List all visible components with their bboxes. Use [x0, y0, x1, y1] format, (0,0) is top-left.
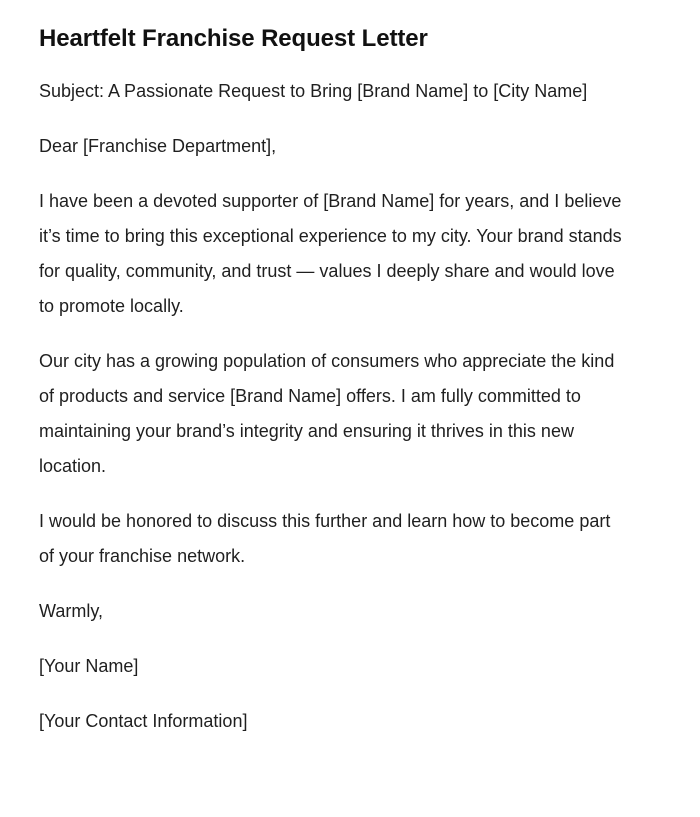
signature-contact: [Your Contact Information] — [39, 711, 248, 731]
signature-name: [Your Name] — [39, 656, 139, 676]
subject-line: Subject: A Passionate Request to Bring [Brand Name] to [City Name] — [39, 81, 588, 101]
salutation-line: Dear [Franchise Department], — [39, 136, 277, 156]
body-paragraph-1: I have been a devoted supporter of [Brand Name] for years, and I believe it’s time to bring this exceptional experience to my city. Your brand stands for quality, community, and trust — values I deeply share and would love to promote locally. — [39, 191, 622, 316]
body-paragraph-3: I would be honored to discuss this further and learn how to become part of your franchise network. — [39, 511, 611, 566]
body-paragraph-2: Our city has a growing population of consumers who appreciate the kind of products and service [Brand Name] offers. I am fully committed to maintaining your brand’s integrity and ensuring it thrives in this new location. — [39, 351, 615, 476]
closing-line: Warmly, — [39, 601, 103, 621]
page-title: Heartfelt Franchise Request Letter — [39, 25, 428, 52]
